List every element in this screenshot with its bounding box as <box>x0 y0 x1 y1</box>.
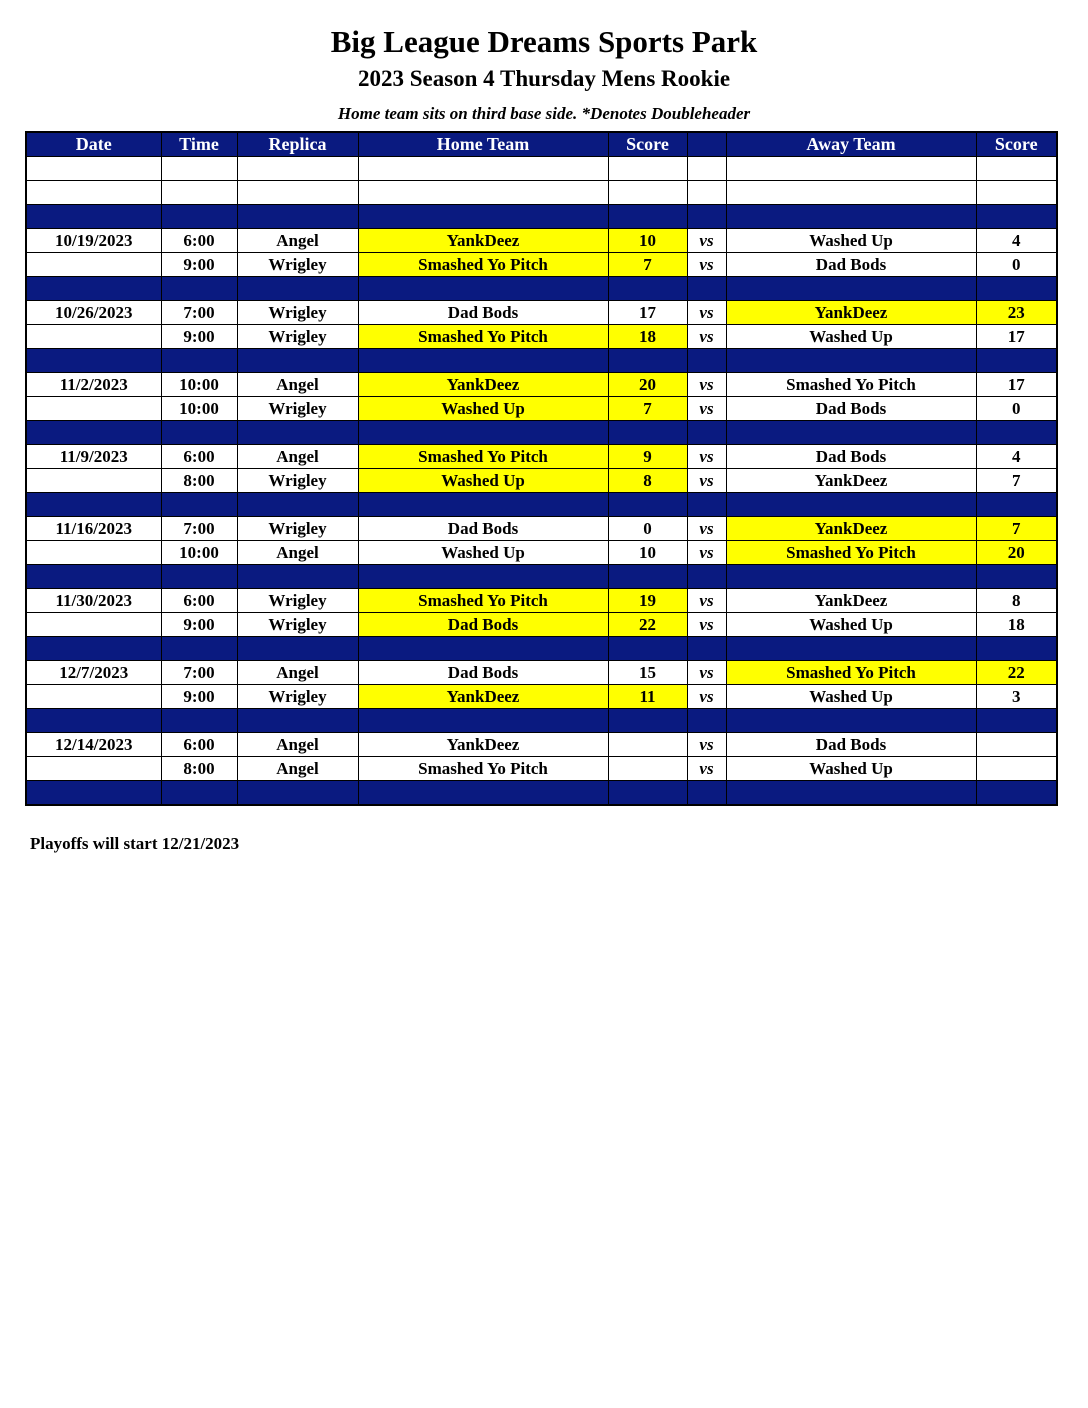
replica-cell <box>237 205 358 229</box>
vs-label: vs <box>687 589 726 613</box>
vs-label: vs <box>687 325 726 349</box>
home-team-cell <box>358 709 608 733</box>
home-score-cell <box>608 565 687 589</box>
replica-cell: Wrigley <box>237 613 358 637</box>
home-team-cell <box>358 181 608 205</box>
column-header-away-score: Score <box>976 132 1057 157</box>
replica-cell: Wrigley <box>237 589 358 613</box>
away-team-cell <box>726 157 976 181</box>
replica-cell <box>237 565 358 589</box>
date-cell <box>26 349 161 373</box>
date-cell <box>26 181 161 205</box>
game-row <box>26 445 1057 469</box>
away-team-cell <box>726 565 976 589</box>
away-team-cell: Smashed Yo Pitch <box>726 541 976 565</box>
vs-label <box>687 181 726 205</box>
away-score-cell <box>976 637 1057 661</box>
time-cell <box>161 421 237 445</box>
away-team-cell <box>726 421 976 445</box>
date-cell <box>26 325 161 349</box>
time-cell <box>161 277 237 301</box>
time-cell: 7:00 <box>161 517 237 541</box>
away-team-cell <box>726 277 976 301</box>
away-team-cell: Dad Bods <box>726 397 976 421</box>
home-team-cell <box>358 493 608 517</box>
away-team-cell <box>726 637 976 661</box>
replica-cell: Angel <box>237 541 358 565</box>
date-cell: 11/9/2023 <box>26 445 161 469</box>
away-team-cell: Washed Up <box>726 685 976 709</box>
vs-label: vs <box>687 685 726 709</box>
date-cell <box>26 421 161 445</box>
time-cell <box>161 205 237 229</box>
schedule-table <box>25 131 1058 806</box>
home-score-cell: 10 <box>608 229 687 253</box>
away-team-cell: Dad Bods <box>726 445 976 469</box>
home-team-cell: Smashed Yo Pitch <box>358 445 608 469</box>
away-team-cell <box>726 205 976 229</box>
playoffs-note: Playoffs will start 12/21/2023 <box>30 834 240 853</box>
time-cell: 9:00 <box>161 685 237 709</box>
home-team-cell: Dad Bods <box>358 613 608 637</box>
away-score-cell <box>976 709 1057 733</box>
home-score-cell <box>608 733 687 757</box>
home-score-cell: 8 <box>608 469 687 493</box>
table-header-row <box>26 132 1057 157</box>
time-cell: 10:00 <box>161 373 237 397</box>
vs-label: vs <box>687 373 726 397</box>
home-score-cell <box>608 757 687 781</box>
page-subtitle: 2023 Season 4 Thursday Mens Rookie <box>357 66 731 91</box>
game-row <box>26 589 1057 613</box>
game-row <box>26 757 1057 781</box>
game-row <box>26 229 1057 253</box>
time-cell: 8:00 <box>161 469 237 493</box>
away-team-cell: Washed Up <box>726 757 976 781</box>
separator-row <box>26 349 1057 373</box>
home-score-cell: 15 <box>608 661 687 685</box>
away-team-cell: YankDeez <box>726 589 976 613</box>
home-score-cell <box>608 781 687 806</box>
replica-cell: Angel <box>237 757 358 781</box>
home-score-cell <box>608 421 687 445</box>
vs-label <box>687 421 726 445</box>
replica-cell: Wrigley <box>237 325 358 349</box>
home-score-cell: 22 <box>608 613 687 637</box>
schedule-body <box>26 157 1057 806</box>
separator-row <box>26 493 1057 517</box>
home-team-cell: YankDeez <box>358 229 608 253</box>
game-row <box>26 613 1057 637</box>
home-score-cell <box>608 205 687 229</box>
home-team-cell: Dad Bods <box>358 517 608 541</box>
vs-label: vs <box>687 469 726 493</box>
date-cell <box>26 205 161 229</box>
away-score-cell: 4 <box>976 229 1057 253</box>
away-team-cell <box>726 781 976 806</box>
replica-cell <box>237 157 358 181</box>
vs-label: vs <box>687 757 726 781</box>
date-cell <box>26 253 161 277</box>
home-score-cell: 10 <box>608 541 687 565</box>
separator-row <box>26 565 1057 589</box>
away-team-cell <box>726 709 976 733</box>
game-row <box>26 685 1057 709</box>
vs-label <box>687 349 726 373</box>
separator-row <box>26 421 1057 445</box>
home-team-cell: YankDeez <box>358 373 608 397</box>
column-header-vs <box>687 132 726 157</box>
replica-cell <box>237 709 358 733</box>
date-cell <box>26 781 161 806</box>
replica-cell <box>237 637 358 661</box>
away-team-cell: Washed Up <box>726 325 976 349</box>
vs-label: vs <box>687 301 726 325</box>
vs-label: vs <box>687 517 726 541</box>
replica-cell <box>237 493 358 517</box>
home-team-cell: Dad Bods <box>358 661 608 685</box>
game-row <box>26 541 1057 565</box>
home-team-cell <box>358 637 608 661</box>
time-cell <box>161 637 237 661</box>
away-team-cell: Washed Up <box>726 229 976 253</box>
home-score-cell <box>608 709 687 733</box>
vs-label: vs <box>687 733 726 757</box>
game-row <box>26 373 1057 397</box>
away-team-cell <box>726 349 976 373</box>
away-score-cell: 3 <box>976 685 1057 709</box>
home-team-cell <box>358 565 608 589</box>
away-score-cell: 17 <box>976 325 1057 349</box>
separator-row <box>26 637 1057 661</box>
time-cell <box>161 349 237 373</box>
away-score-cell <box>976 349 1057 373</box>
vs-label: vs <box>687 445 726 469</box>
schedule-note: Home team sits on third base side. *Denotes Doubleheader <box>337 104 751 123</box>
column-header-date: Date <box>26 132 161 157</box>
away-score-cell: 0 <box>976 397 1057 421</box>
replica-cell: Angel <box>237 445 358 469</box>
replica-cell: Angel <box>237 373 358 397</box>
vs-label: vs <box>687 229 726 253</box>
date-cell <box>26 469 161 493</box>
date-cell: 10/26/2023 <box>26 301 161 325</box>
vs-label <box>687 493 726 517</box>
home-score-cell: 20 <box>608 373 687 397</box>
home-team-cell: Smashed Yo Pitch <box>358 757 608 781</box>
home-team-cell <box>358 349 608 373</box>
date-cell: 11/30/2023 <box>26 589 161 613</box>
game-row <box>26 325 1057 349</box>
date-cell <box>26 493 161 517</box>
away-score-cell: 4 <box>976 445 1057 469</box>
blank-row <box>26 157 1057 181</box>
home-score-cell <box>608 157 687 181</box>
date-cell <box>26 397 161 421</box>
home-score-cell: 7 <box>608 253 687 277</box>
time-cell <box>161 565 237 589</box>
time-cell <box>161 493 237 517</box>
game-row <box>26 301 1057 325</box>
time-cell <box>161 781 237 806</box>
away-team-cell <box>726 181 976 205</box>
home-team-cell: Smashed Yo Pitch <box>358 253 608 277</box>
time-cell: 8:00 <box>161 757 237 781</box>
home-team-cell: Smashed Yo Pitch <box>358 325 608 349</box>
time-cell: 6:00 <box>161 229 237 253</box>
vs-label <box>687 157 726 181</box>
away-team-cell: Dad Bods <box>726 733 976 757</box>
time-cell <box>161 709 237 733</box>
home-team-cell: YankDeez <box>358 685 608 709</box>
away-score-cell: 17 <box>976 373 1057 397</box>
away-score-cell <box>976 181 1057 205</box>
away-score-cell <box>976 205 1057 229</box>
away-score-cell <box>976 277 1057 301</box>
column-header-away-team: Away Team <box>726 132 976 157</box>
home-team-cell: Washed Up <box>358 469 608 493</box>
date-cell <box>26 685 161 709</box>
away-score-cell <box>976 157 1057 181</box>
vs-label <box>687 277 726 301</box>
vs-label: vs <box>687 613 726 637</box>
replica-cell: Wrigley <box>237 253 358 277</box>
date-cell <box>26 613 161 637</box>
date-cell <box>26 565 161 589</box>
vs-label: vs <box>687 541 726 565</box>
away-score-cell: 22 <box>976 661 1057 685</box>
home-team-cell: Dad Bods <box>358 301 608 325</box>
home-score-cell <box>608 277 687 301</box>
blank-row <box>26 181 1057 205</box>
home-score-cell: 7 <box>608 397 687 421</box>
home-score-cell <box>608 181 687 205</box>
home-score-cell: 19 <box>608 589 687 613</box>
game-row <box>26 661 1057 685</box>
time-cell: 10:00 <box>161 397 237 421</box>
away-score-cell: 20 <box>976 541 1057 565</box>
home-team-cell: Washed Up <box>358 397 608 421</box>
home-team-cell: Washed Up <box>358 541 608 565</box>
time-cell: 9:00 <box>161 253 237 277</box>
page-title: Big League Dreams Sports Park <box>330 24 758 59</box>
time-cell: 9:00 <box>161 613 237 637</box>
home-score-cell <box>608 637 687 661</box>
away-team-cell: Smashed Yo Pitch <box>726 661 976 685</box>
away-score-cell: 7 <box>976 517 1057 541</box>
date-cell <box>26 709 161 733</box>
home-team-cell <box>358 781 608 806</box>
vs-label <box>687 565 726 589</box>
date-cell <box>26 757 161 781</box>
replica-cell <box>237 349 358 373</box>
vs-label <box>687 205 726 229</box>
away-team-cell: Washed Up <box>726 613 976 637</box>
date-cell <box>26 541 161 565</box>
replica-cell: Wrigley <box>237 469 358 493</box>
time-cell: 6:00 <box>161 589 237 613</box>
home-score-cell: 9 <box>608 445 687 469</box>
replica-cell: Angel <box>237 229 358 253</box>
home-team-cell <box>358 277 608 301</box>
home-team-cell <box>358 157 608 181</box>
away-score-cell <box>976 421 1057 445</box>
time-cell: 10:00 <box>161 541 237 565</box>
vs-label: vs <box>687 661 726 685</box>
away-score-cell: 7 <box>976 469 1057 493</box>
game-row <box>26 517 1057 541</box>
away-team-cell <box>726 493 976 517</box>
replica-cell <box>237 181 358 205</box>
time-cell <box>161 157 237 181</box>
replica-cell: Angel <box>237 661 358 685</box>
replica-cell: Wrigley <box>237 685 358 709</box>
separator-row <box>26 709 1057 733</box>
time-cell: 7:00 <box>161 661 237 685</box>
date-cell: 10/19/2023 <box>26 229 161 253</box>
date-cell: 12/7/2023 <box>26 661 161 685</box>
away-score-cell: 23 <box>976 301 1057 325</box>
replica-cell <box>237 781 358 806</box>
game-row <box>26 469 1057 493</box>
home-score-cell: 17 <box>608 301 687 325</box>
away-score-cell: 18 <box>976 613 1057 637</box>
column-header-time: Time <box>161 132 237 157</box>
game-row <box>26 733 1057 757</box>
replica-cell: Angel <box>237 733 358 757</box>
vs-label <box>687 709 726 733</box>
separator-row <box>26 277 1057 301</box>
away-score-cell <box>976 757 1057 781</box>
separator-row <box>26 205 1057 229</box>
time-cell <box>161 181 237 205</box>
replica-cell: Wrigley <box>237 301 358 325</box>
vs-label <box>687 637 726 661</box>
column-header-home-score: Score <box>608 132 687 157</box>
time-cell: 6:00 <box>161 445 237 469</box>
home-team-cell: YankDeez <box>358 733 608 757</box>
replica-cell: Wrigley <box>237 397 358 421</box>
game-row <box>26 397 1057 421</box>
separator-row <box>26 781 1057 806</box>
replica-cell: Wrigley <box>237 517 358 541</box>
away-team-cell: Dad Bods <box>726 253 976 277</box>
time-cell: 7:00 <box>161 301 237 325</box>
date-cell: 12/14/2023 <box>26 733 161 757</box>
time-cell: 6:00 <box>161 733 237 757</box>
home-team-cell <box>358 205 608 229</box>
home-team-cell <box>358 421 608 445</box>
home-score-cell: 0 <box>608 517 687 541</box>
vs-label <box>687 781 726 806</box>
time-cell: 9:00 <box>161 325 237 349</box>
home-score-cell <box>608 349 687 373</box>
date-cell <box>26 277 161 301</box>
date-cell <box>26 637 161 661</box>
away-score-cell: 0 <box>976 253 1057 277</box>
away-score-cell <box>976 565 1057 589</box>
away-score-cell <box>976 493 1057 517</box>
game-row <box>26 253 1057 277</box>
away-score-cell <box>976 781 1057 806</box>
replica-cell <box>237 277 358 301</box>
away-team-cell: YankDeez <box>726 517 976 541</box>
away-score-cell: 8 <box>976 589 1057 613</box>
home-score-cell <box>608 493 687 517</box>
away-team-cell: Smashed Yo Pitch <box>726 373 976 397</box>
home-team-cell: Smashed Yo Pitch <box>358 589 608 613</box>
column-header-replica: Replica <box>237 132 358 157</box>
home-score-cell: 18 <box>608 325 687 349</box>
date-cell: 11/16/2023 <box>26 517 161 541</box>
vs-label: vs <box>687 253 726 277</box>
away-score-cell <box>976 733 1057 757</box>
date-cell <box>26 157 161 181</box>
column-header-home-team: Home Team <box>358 132 608 157</box>
home-score-cell: 11 <box>608 685 687 709</box>
away-team-cell: YankDeez <box>726 469 976 493</box>
vs-label: vs <box>687 397 726 421</box>
date-cell: 11/2/2023 <box>26 373 161 397</box>
replica-cell <box>237 421 358 445</box>
away-team-cell: YankDeez <box>726 301 976 325</box>
